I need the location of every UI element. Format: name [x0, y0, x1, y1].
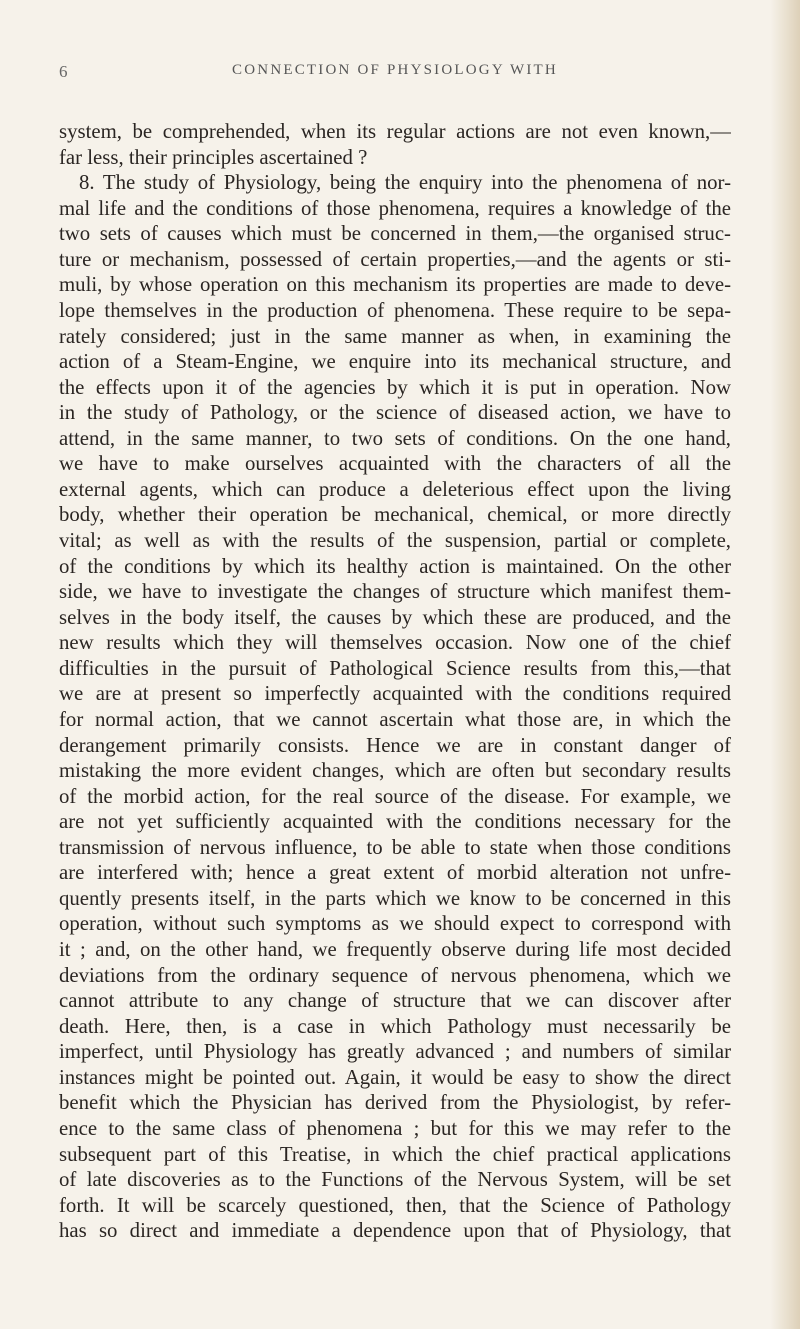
page-header: [59, 62, 731, 92]
text-line: two sets of causes which must be concerned in them,—the organised struc-: [59, 222, 731, 246]
text-line: are interfered with; hence a great extent of morbid alteration not unfre-: [59, 861, 731, 885]
page-number: 6: [59, 62, 68, 81]
body-text: [59, 119, 731, 1244]
running-title: CONNECTION OF PHYSIOLOGY WITH: [232, 62, 558, 78]
text-line: mal life and the conditions of those phenomena, requires a knowledge of the: [59, 196, 731, 220]
text-line: forth. It will be scarcely questioned, then, that the Science of Pathology: [59, 1193, 731, 1217]
text-line: operation, without such symptoms as we should expect to correspond with: [59, 912, 731, 936]
text-line: transmission of nervous influence, to be able to state when those conditions: [59, 835, 731, 859]
text-line: it ; and, on the other hand, we frequently observe during life most decided: [59, 938, 731, 961]
text-line: of late discoveries as to the Functions of the Nervous System, will be set: [59, 1168, 731, 1192]
text-line: mistaking the more evident changes, which are often but secondary results: [59, 759, 731, 783]
text-line: ture or mechanism, possessed of certain properties,—and the agents or sti-: [59, 247, 731, 271]
text-line: we are at present so imperfectly acquainted with the conditions required: [59, 682, 731, 706]
text-line: difficulties in the pursuit of Pathological Science results from this,—that: [59, 656, 731, 680]
text-line: ence to the same class of phenomena ; but for this we may refer to the: [59, 1116, 731, 1140]
text-line: quently presents itself, in the parts which we know to be concerned in this: [59, 886, 731, 910]
text-line: instances might be pointed out. Again, it would be easy to show the direct: [59, 1065, 731, 1089]
text-line: rately considered; just in the same manner as when, in examining the: [59, 324, 731, 348]
text-line: derangement primarily consists. Hence we are in constant danger of: [59, 733, 731, 757]
text-line: new results which they will themselves occasion. Now one of the chief: [59, 631, 731, 655]
text-line: muli, by whose operation on this mechanism its properties are made to deve-: [59, 273, 731, 297]
text-line: far less, their principles ascertained ?: [59, 145, 368, 169]
text-line: lope themselves in the production of phenomena. These require to be sepa-: [59, 298, 731, 322]
text-line: of the conditions by which its healthy action is maintained. On the other: [59, 554, 731, 578]
text-line: cannot attribute to any change of structure that we can discover after: [59, 989, 731, 1013]
text-line: death. Here, then, is a case in which Pathology must necessarily be: [59, 1014, 731, 1038]
text-line: are not yet sufficiently acquainted with the conditions necessary for the: [59, 810, 731, 834]
text-line: in the study of Pathology, or the science of diseased action, we have to: [59, 401, 731, 425]
text-line: system, be comprehended, when its regular actions are not even known,—: [59, 120, 731, 143]
text-line: attend, in the same manner, to two sets of conditions. On the one hand,: [59, 426, 731, 450]
page-edge-shadow: [770, 0, 800, 1329]
text-line: external agents, which can produce a deleterious effect upon the living: [59, 477, 731, 501]
text-line: side, we have to investigate the changes of structure which manifest them-: [59, 580, 731, 604]
text-line: subsequent part of this Treatise, in which the chief practical applications: [59, 1142, 731, 1166]
text-line: action of a Steam-Engine, we enquire into its mechanical structure, and: [59, 350, 731, 374]
text-line: benefit which the Physician has derived from the Physiologist, by refer-: [59, 1091, 731, 1115]
text-line: for normal action, that we cannot ascertain what those are, in which the: [59, 707, 731, 731]
text-line: we have to make ourselves acquainted with the characters of all the: [59, 452, 731, 476]
text-line: deviations from the ordinary sequence of nervous phenomena, which we: [59, 963, 731, 987]
text-line: of the morbid action, for the real source of the disease. For example, we: [59, 784, 731, 808]
text-line: selves in the body itself, the causes by which these are produced, and the: [59, 605, 731, 629]
text-line: the effects upon it of the agencies by which it is put in operation. Now: [59, 375, 731, 399]
text-line: 8. The study of Physiology, being the enquiry into the phenomena of nor-: [79, 171, 731, 195]
text-line: vital; as well as with the results of the suspension, partial or complete,: [59, 529, 731, 552]
text-line: has so direct and immediate a dependence upon that of Physiology, that: [59, 1219, 731, 1243]
text-line: imperfect, until Physiology has greatly advanced ; and numbers of similar: [59, 1040, 731, 1064]
text-line: body, whether their operation be mechanical, chemical, or more directly: [59, 503, 731, 527]
